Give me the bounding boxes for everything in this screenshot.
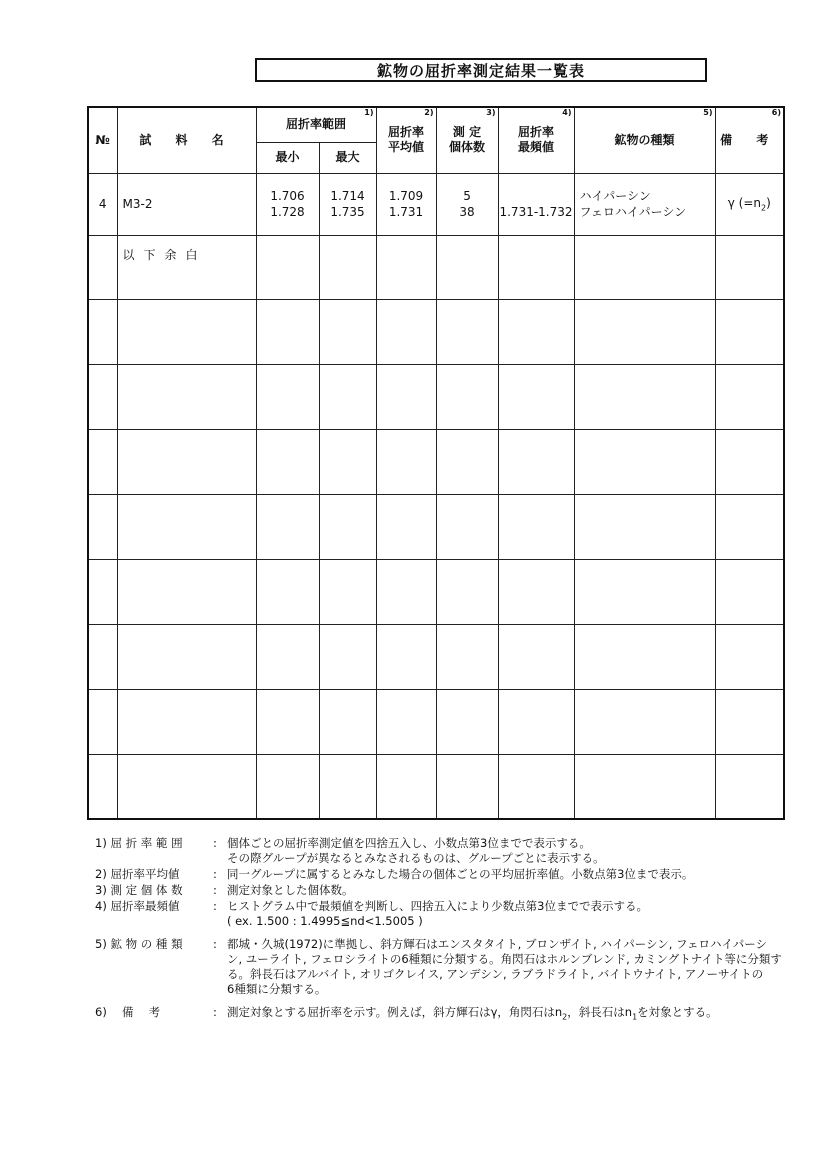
header-min: 最小 [256,142,319,173]
cell-count [436,173,498,235]
footnote-line [227,1005,785,1024]
cell-max-1: 1.714 [330,189,365,203]
footnote-label: 1) 屈 折 率 範 囲 [95,836,183,850]
footnote-body [227,1005,785,1024]
cell-mineral [574,173,715,235]
footnote-body [227,937,785,997]
cell-mode [498,173,574,235]
cell-max-2: 1.735 [330,205,365,219]
footnote-5 [95,937,785,997]
table-row [88,494,784,559]
cell-no: 4 [88,173,117,235]
header-mineral [574,107,715,173]
header-mean-line1: 屈折率 [388,125,425,140]
header-max: 最大 [319,142,376,173]
table-row [88,624,784,689]
cell-yohaku [117,235,256,299]
note6-text-3: を対象とする。 [637,1005,718,1019]
footnotes [95,836,785,1025]
footnote-3 [95,883,785,898]
header-range-label: 屈折率範囲 [286,117,347,132]
cell-min-2: 1.728 [270,205,305,219]
footnote-6 [95,1005,785,1024]
cell-mode-2: 1.731-1.732 [499,205,573,219]
cell-count-2: 38 [459,205,475,219]
header-count-line1: 測 定 [452,125,482,140]
footnote-body [227,867,785,882]
cell-remarks [715,173,784,235]
footnote-label: 3) 測 定 個 体 数 [95,883,183,897]
footnote-colon: : [213,836,217,850]
header-mode-line2: 最頻値 [518,140,555,155]
footnote-line: ( ex. 1.500 : 1.4995≦nd<1.5005 ) [227,914,423,928]
page-title: 鉱物の屈折率測定結果一覧表 [255,58,707,82]
cell-mean-2: 1.731 [388,205,424,219]
table-row [88,559,784,624]
footnote-colon: : [213,899,217,913]
table-row [88,429,784,494]
cell-max [319,173,376,235]
footnote-line: 個体ごとの屈折率測定値を四捨五入し、小数点第3位までで表示する。 [227,836,591,850]
footnote-colon: : [213,883,217,897]
cell-mean [376,173,436,235]
header-mean-line2: 平均値 [388,140,425,155]
footnote-line: ヒストグラム中で最頻値を判断し、四捨五入により少数点第3位までで表示する。 [227,899,648,913]
footnote-body [227,883,785,898]
cell-sample: M3-2 [117,173,256,235]
cell-min-1: 1.706 [270,189,305,203]
note6-sub-2: 1 [632,1012,638,1022]
header-mean [376,107,436,173]
footnote-mark: 2) [424,108,434,117]
header-mineral-label: 鉱物の種類 [614,132,675,147]
footnote-label: 4) 屈折率最頻値 [95,899,180,913]
remarks-close: ) [766,195,771,210]
header-sample: 試 料 名 [117,107,256,173]
cell-mean-1: 1.709 [388,189,424,203]
remarks-text: γ (=n [727,195,761,210]
cell-count-1: 5 [463,189,471,203]
yohaku-text: 以下余白 [122,247,207,262]
header-remarks [715,107,784,173]
footnote-line: ン, ユーライト, フェロシライトの6種類に分類する。角閃石はホルンブレンド, カミングトナイト等に分類す [227,952,782,966]
note6-sub-1: 2 [562,1012,568,1022]
note6-text-1: 測定対象とする屈折率を示す。例えば，斜方輝石はγ，角閃石はn [227,1005,563,1019]
table-row [88,689,784,754]
footnote-line: 6種類に分類する。 [227,982,327,996]
table-row [88,173,784,235]
footnote-colon: : [213,867,217,881]
footnote-label: 5) 鉱 物 の 種 類 [95,937,183,951]
footnote-line: 同一グループに属するとみなした場合の個体ごとの平均屈折率値。小数点第3位まで表示。 [227,867,694,881]
remarks-subscript: 2 [761,203,767,213]
footnote-body [227,899,785,929]
footnote-2 [95,867,785,882]
footnote-1 [95,836,785,866]
footnote-body [227,836,785,866]
cell-mode-1 [499,188,574,204]
footnote-mark: 3) [486,108,496,117]
footnote-mark: 4) [562,108,572,117]
table-row [88,299,784,364]
table-row [88,754,784,819]
header-remarks-label: 備 考 [720,132,779,147]
header-count [436,107,498,173]
footnote-line: る。斜長石はアルバイト, オリゴクレイス, アンデシン, ラブラドライト, バイトウナイト, アノーサイトの [227,967,764,981]
header-no: № [88,107,117,173]
footnote-line: その際グループが異なるとみなされるものは、グループごとに表示する。 [227,851,605,865]
cell-min [256,173,319,235]
footnote-colon: : [213,937,217,951]
footnote-mark: 1) [364,108,374,117]
header-count-line2: 個体数 [449,140,486,155]
table-row [88,235,784,299]
note6-text-2: ，斜長石はn [567,1005,633,1019]
footnote-line: 測定対象とした個体数。 [227,883,354,897]
footnote-label: 2) 屈折率平均値 [95,867,180,881]
header-range [256,107,376,142]
footnote-mark: 5) [703,108,713,117]
footnote-4 [95,899,785,929]
footnote-mark: 6) [771,108,782,117]
footnote-line: 都城・久城(1972)に準拠し、斜方輝石はエンスタタイト, ブロンザイト, ハイパーシン, フェロハイパーシ [227,937,768,951]
header-row-1 [88,107,784,142]
table-row [88,364,784,429]
header-mode-line1: 屈折率 [518,125,555,140]
results-table [87,106,785,820]
cell-mineral-1: ハイパーシン [579,189,651,203]
cell-mineral-2: フェロハイパーシン [579,205,687,219]
footnote-colon: : [213,1005,217,1019]
footnote-label: 6) 備 考 [95,1005,161,1019]
header-mode [498,107,574,173]
